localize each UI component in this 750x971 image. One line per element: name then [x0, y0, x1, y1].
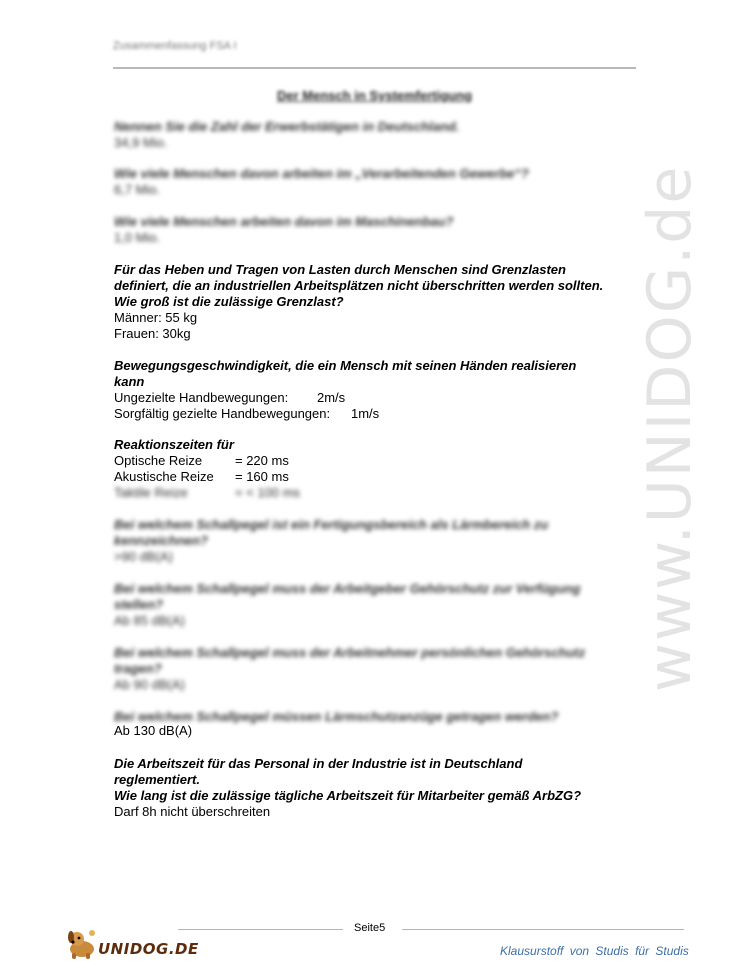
question-line: Wie lang ist die zulässige tägliche Arbeitszeit für Mitarbeiter gemäß ArbZG? [114, 788, 582, 803]
speed-label: Ungezielte Handbewegungen: [114, 390, 289, 405]
section-noise-area [114, 517, 639, 565]
section-load-limits [114, 262, 639, 342]
speed-value: 1m/s [351, 406, 380, 421]
question-line: Für das Heben und Tragen von Lasten durch Menschen sind Grenzlasten [114, 262, 566, 277]
question-line: kann [114, 374, 145, 389]
answer-men: Männer: 55 kg [114, 310, 198, 325]
speed-row-aimed [114, 406, 639, 422]
reaction-row-acoustic [114, 469, 639, 485]
section-hand-speed [114, 358, 639, 422]
answer: >90 dB(A) [114, 549, 173, 564]
reaction-row-tactile [114, 485, 639, 501]
answer: Darf 8h nicht überschreiten [114, 804, 271, 819]
reaction-label: Akustische Reize [114, 469, 214, 484]
question-line: stellen? [114, 597, 164, 612]
reaction-label: Optische Reize [114, 453, 203, 468]
question-line: tragen? [114, 661, 162, 676]
section-employer-hearing-protection [114, 581, 639, 629]
reaction-row-optical [114, 453, 639, 469]
section-working-hours [114, 756, 639, 820]
page-number: Seite5 [354, 922, 386, 934]
answer: 1,0 Mio. [114, 230, 161, 245]
document-title: Der Mensch in Systemfertigung [276, 88, 473, 103]
answer: 34,9 Mio. [114, 135, 168, 150]
question: Wie viele Menschen arbeiten davon im Maschinenbau? [114, 214, 454, 229]
question-line: Bewegungsgeschwindigkeit, die ein Mensch mit seinen Händen realisieren [114, 358, 577, 373]
question-line: Die Arbeitszeit für das Personal in der Industrie ist in Deutschland [114, 756, 523, 771]
question-line: definiert, die an industriellen Arbeitsplätzen nicht überschritten werden sollten. [114, 278, 604, 293]
watermark: www.UNIDOG.de [635, 164, 705, 692]
question: Wie viele Menschen davon arbeiten im „Verarbeitenden Gewerbe“? [114, 166, 529, 181]
question-line: Wie groß ist die zulässige Grenzlast? [114, 294, 344, 309]
logo-text: UNIDOG.DE [98, 940, 199, 958]
reaction-value: = 160 ms [235, 469, 289, 484]
section-employed [114, 119, 639, 151]
question: Nennen Sie die Zahl der Erwerbstätigen in Deutschland. [114, 119, 460, 134]
question-line: reglementiert. [114, 772, 200, 787]
answer-women: Frauen: 30kg [114, 326, 191, 341]
reaction-label: Taktile Reize [114, 485, 188, 500]
section-noise-suits [114, 709, 639, 739]
question: Bei welchem Schallpegel müssen Lärmschutzanzüge getragen werden? [114, 709, 559, 724]
question-line: Bei welchem Schallpegel ist ein Fertigungsbereich als Lärmbereich zu [114, 517, 549, 532]
answer: Ab 85 dB(A) [114, 613, 185, 628]
speed-value: 2m/s [317, 390, 346, 405]
question-line: Bei welchem Schallpegel muss der Arbeitgeber Gehörschutz zur Verfügung [114, 581, 581, 596]
question-line: kennzeichnen? [114, 533, 208, 548]
section-employee-hearing-protection [114, 645, 639, 693]
answer: Ab 130 dB(A) [114, 723, 193, 738]
speed-label: Sorgfältig gezielte Handbewegungen: [114, 406, 331, 421]
running-header: Zusammenfassung FSA I [113, 40, 237, 52]
section-reaction-times [114, 437, 639, 501]
footer-divider-right [402, 929, 684, 930]
section-mechanical-engineering [114, 214, 639, 246]
reaction-value: = 220 ms [235, 453, 289, 468]
question: Reaktionszeiten für [114, 437, 234, 452]
speed-row-unaimed [114, 390, 639, 406]
footer-divider-left [178, 929, 343, 930]
section-manufacturing [114, 166, 639, 198]
reaction-value: = < 100 ms [235, 485, 301, 500]
answer: Ab 90 dB(A) [114, 677, 185, 692]
question-line: Bei welchem Schallpegel muss der Arbeitnehmer persönlichen Gehörschutz [114, 645, 586, 660]
answer: 6,7 Mio. [114, 182, 161, 197]
header-divider [113, 67, 636, 69]
footer-tagline: Klausurstoff von Studis für Studis [500, 944, 689, 958]
